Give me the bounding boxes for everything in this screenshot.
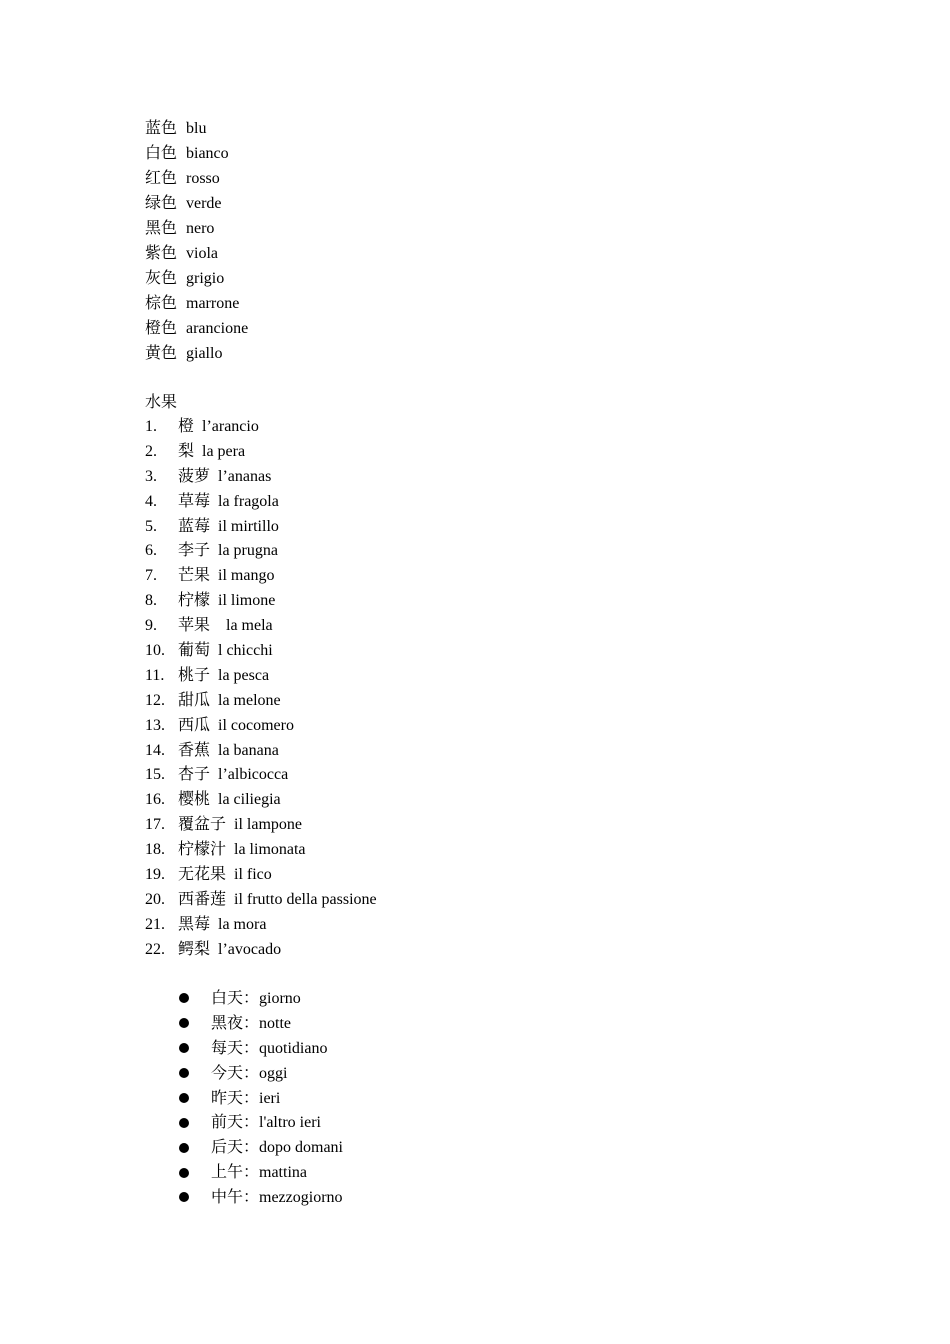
fruit-text: 西番莲 il frutto della passione	[178, 890, 377, 908]
bullet-item	[176, 1012, 343, 1037]
color-item	[145, 141, 248, 166]
fruit-text: 无花果 il fico	[178, 866, 272, 884]
color-it: arancione	[186, 320, 249, 337]
fruit-item	[145, 739, 377, 764]
bullet-icon	[179, 993, 189, 1003]
fruit-item	[145, 415, 377, 440]
fruit-text: 梨 la pera	[178, 442, 246, 460]
bullet-item	[176, 1087, 343, 1112]
list-number: 12.	[145, 691, 165, 709]
fruit-text: 葡萄 l chicchi	[178, 642, 273, 660]
list-number: 4.	[145, 492, 157, 510]
fruit-item	[145, 490, 377, 515]
list-number: 5.	[145, 517, 157, 535]
color-item	[145, 316, 248, 341]
color-item	[145, 191, 248, 216]
bullet-text: 中午：mezzogiorno	[211, 1189, 343, 1207]
time-words-list	[176, 987, 343, 1211]
list-number: 22.	[145, 940, 165, 958]
bullet-item	[176, 1136, 343, 1161]
bullet-text: 每天：quotidiano	[211, 1039, 328, 1057]
bullet-text: 上午：mattina	[211, 1164, 307, 1182]
fruit-item	[145, 788, 377, 813]
color-it: nero	[186, 220, 215, 237]
bullet-item	[176, 1111, 343, 1136]
color-item	[145, 166, 248, 191]
list-number: 6.	[145, 542, 157, 560]
fruit-text: 樱桃 la ciliegia	[178, 791, 281, 809]
fruit-text: 芒果 il mango	[178, 567, 275, 585]
color-item	[145, 216, 248, 241]
list-number: 14.	[145, 741, 165, 759]
bullet-text: 前天：l'altro ieri	[211, 1114, 321, 1132]
fruit-item	[145, 714, 377, 739]
fruit-item	[145, 838, 377, 863]
fruit-text: 覆盆子 il lampone	[178, 816, 302, 834]
fruit-item	[145, 938, 377, 963]
color-zh: 橙色	[145, 320, 178, 337]
fruit-text: 黑莓 la mora	[178, 915, 267, 933]
fruit-text: 菠萝 l’ananas	[178, 467, 272, 485]
color-item	[145, 341, 248, 366]
fruit-text: 柠檬 il limone	[178, 592, 276, 610]
list-number: 9.	[145, 617, 157, 635]
fruit-item	[145, 614, 377, 639]
fruit-text: 蓝莓 il mirtillo	[178, 517, 279, 535]
color-zh: 白色	[145, 145, 178, 162]
bullet-icon	[179, 1068, 189, 1078]
bullet-item	[176, 1161, 343, 1186]
bullet-item	[176, 987, 343, 1012]
list-number: 3.	[145, 467, 157, 485]
bullet-text: 黑夜：notte	[211, 1014, 291, 1032]
fruit-item	[145, 863, 377, 888]
list-number: 16.	[145, 791, 165, 809]
fruit-item	[145, 888, 377, 913]
fruit-item	[145, 639, 377, 664]
color-zh: 黄色	[145, 345, 178, 362]
bullet-icon	[179, 1118, 189, 1128]
bullet-icon	[179, 1093, 189, 1103]
color-it: marrone	[186, 295, 240, 312]
list-number: 20.	[145, 890, 165, 908]
fruit-item	[145, 515, 377, 540]
bullet-icon	[179, 1043, 189, 1053]
color-it: viola	[186, 245, 218, 262]
fruit-item	[145, 564, 377, 589]
fruit-text: 西瓜 il cocomero	[178, 716, 294, 734]
list-number: 15.	[145, 766, 165, 784]
fruits-list	[145, 415, 377, 963]
fruit-item	[145, 465, 377, 490]
fruit-text: 杏子 l’albicocca	[178, 766, 289, 784]
color-item	[145, 116, 248, 141]
fruit-item	[145, 813, 377, 838]
color-it: blu	[186, 120, 207, 137]
fruit-item	[145, 589, 377, 614]
list-number: 8.	[145, 592, 157, 610]
list-number: 17.	[145, 816, 165, 834]
fruit-item	[145, 539, 377, 564]
list-number: 19.	[145, 866, 165, 884]
bullet-text: 今天：oggi	[211, 1064, 288, 1082]
list-number: 7.	[145, 567, 157, 585]
fruit-text: 柠檬汁 la limonata	[178, 841, 306, 859]
color-zh: 紫色	[145, 245, 178, 262]
colors-list	[145, 116, 248, 366]
list-number: 21.	[145, 915, 165, 933]
fruit-item	[145, 664, 377, 689]
bullet-item	[176, 1062, 343, 1087]
color-item	[145, 291, 248, 316]
list-number: 1.	[145, 418, 157, 435]
color-zh: 灰色	[145, 270, 178, 287]
fruit-text: 草莓 la fragola	[178, 492, 279, 510]
color-it: bianco	[186, 145, 229, 162]
list-number: 10.	[145, 642, 165, 660]
bullet-text: 白天：giorno	[211, 990, 301, 1007]
fruit-item	[145, 440, 377, 465]
color-item	[145, 266, 248, 291]
fruit-text: 李子 la prugna	[178, 542, 278, 560]
fruit-text: 香蕉 la banana	[178, 741, 279, 759]
fruit-item	[145, 913, 377, 938]
color-zh: 棕色	[145, 295, 178, 312]
list-number: 13.	[145, 716, 165, 734]
fruit-text: 橙 l’arancio	[178, 418, 259, 435]
fruits-heading: 水果	[145, 394, 178, 411]
fruit-item	[145, 763, 377, 788]
color-zh: 绿色	[145, 195, 178, 212]
fruit-text: 鳄梨 l’avocado	[178, 940, 282, 958]
color-it: giallo	[186, 345, 223, 362]
fruit-text: 甜瓜 la melone	[178, 691, 281, 709]
fruit-text: 桃子 la pesca	[178, 666, 270, 684]
bullet-text: 后天：dopo domani	[211, 1139, 343, 1157]
color-zh: 黑色	[145, 220, 178, 237]
list-number: 2.	[145, 442, 157, 460]
bullet-text: 昨天：ieri	[211, 1089, 281, 1107]
color-zh: 蓝色	[145, 120, 178, 137]
bullet-icon	[179, 1168, 189, 1178]
bullet-icon	[179, 1143, 189, 1153]
list-number: 18.	[145, 841, 165, 859]
bullet-item	[176, 1186, 343, 1211]
bullet-icon	[179, 1192, 189, 1202]
bullet-icon	[179, 1018, 189, 1028]
color-it: verde	[186, 195, 222, 212]
list-number: 11.	[145, 666, 165, 684]
color-it: grigio	[186, 270, 225, 287]
fruit-text: 苹果 la mela	[178, 617, 273, 635]
color-item	[145, 241, 248, 266]
color-it: rosso	[186, 170, 220, 187]
bullet-item	[176, 1037, 343, 1062]
fruit-item	[145, 689, 377, 714]
color-zh: 红色	[145, 170, 178, 187]
